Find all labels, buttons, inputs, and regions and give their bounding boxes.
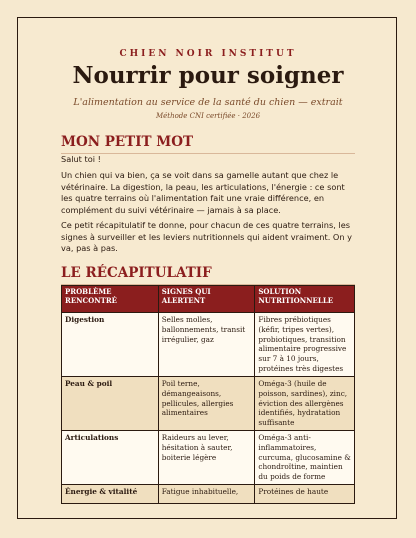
cell-solution: Protéines de haute — [255, 484, 355, 503]
brand-name: CHIEN NOIR INSTITUT — [119, 49, 297, 59]
cell-problem: Articulations — [62, 430, 159, 484]
greeting-text: Salut toi ! — [61, 154, 101, 164]
cell-problem: Énergie & vitalité — [62, 484, 159, 503]
cell-problem: Digestion — [62, 313, 159, 377]
table-header-row — [62, 286, 355, 313]
cell-solution: Oméga-3 (huile de poisson, sardines), zinc, éviction des allergènes identifiés, hydratation suffisante — [255, 377, 355, 431]
cell-solution: Oméga-3 anti-inflammatoires, curcuma, glucosamine & chondroïtine, maintien du poids de forme — [255, 430, 355, 484]
page-subtitle: L'alimentation au service de la santé du chien — extrait — [73, 97, 343, 108]
column-header-problem: PROBLÈME RENCONTRÉ — [62, 286, 159, 313]
column-header-solution: SOLUTION NUTRITIONNELLE — [255, 286, 355, 313]
intro-paragraph-1: Un chien qui va bien, ça se voit dans sa gamelle autant que chez le vétérinaire. La digestion, la peau, les articulations, l'énergie : ce sont les quatre terrains où l'alimentation fait une vraie différence, en complément du suivi vétérinaire — jamais à sa place. — [61, 170, 345, 215]
cell-solution: Fibres prébiotiques (kéfir, tripes vertes), probiotiques, transition alimentaire progressive sur 7 à 10 jours, protéines très digestes — [255, 313, 355, 377]
method-note: Méthode CNI certifiée · 2026 — [155, 112, 261, 120]
cell-signs: Selles molles, ballonnements, transit irrégulier, gaz — [158, 313, 255, 377]
cell-signs: Raideurs au lever, hésitation à sauter, boiterie légère — [158, 430, 255, 484]
cell-problem: Peau & poil — [62, 377, 159, 431]
table-row — [62, 430, 355, 484]
column-header-signs: SIGNES QUI ALERTENT — [158, 286, 255, 313]
section-heading-mot: MON PETIT MOT — [61, 134, 355, 154]
section-heading-recap: LE RÉCAPITULATIF — [61, 265, 355, 285]
cell-signs: Fatigue inhabituelle, — [158, 484, 255, 503]
cell-signs: Poil terne, démangeaisons, pellicules, allergies alimentaires — [158, 377, 255, 431]
table-row — [62, 313, 355, 377]
intro-paragraph-2: Ce petit récapitulatif te donne, pour chacun de ces quatre terrains, les signes à surveiller et les leviers nutritionnels qui aident vraiment. On y va, pas à pas. — [61, 220, 352, 254]
recap-table — [61, 285, 355, 504]
table-row — [62, 484, 355, 503]
page-title: Nourrir pour soigner — [72, 62, 344, 89]
table-row — [62, 377, 355, 431]
document-page — [17, 17, 397, 519]
